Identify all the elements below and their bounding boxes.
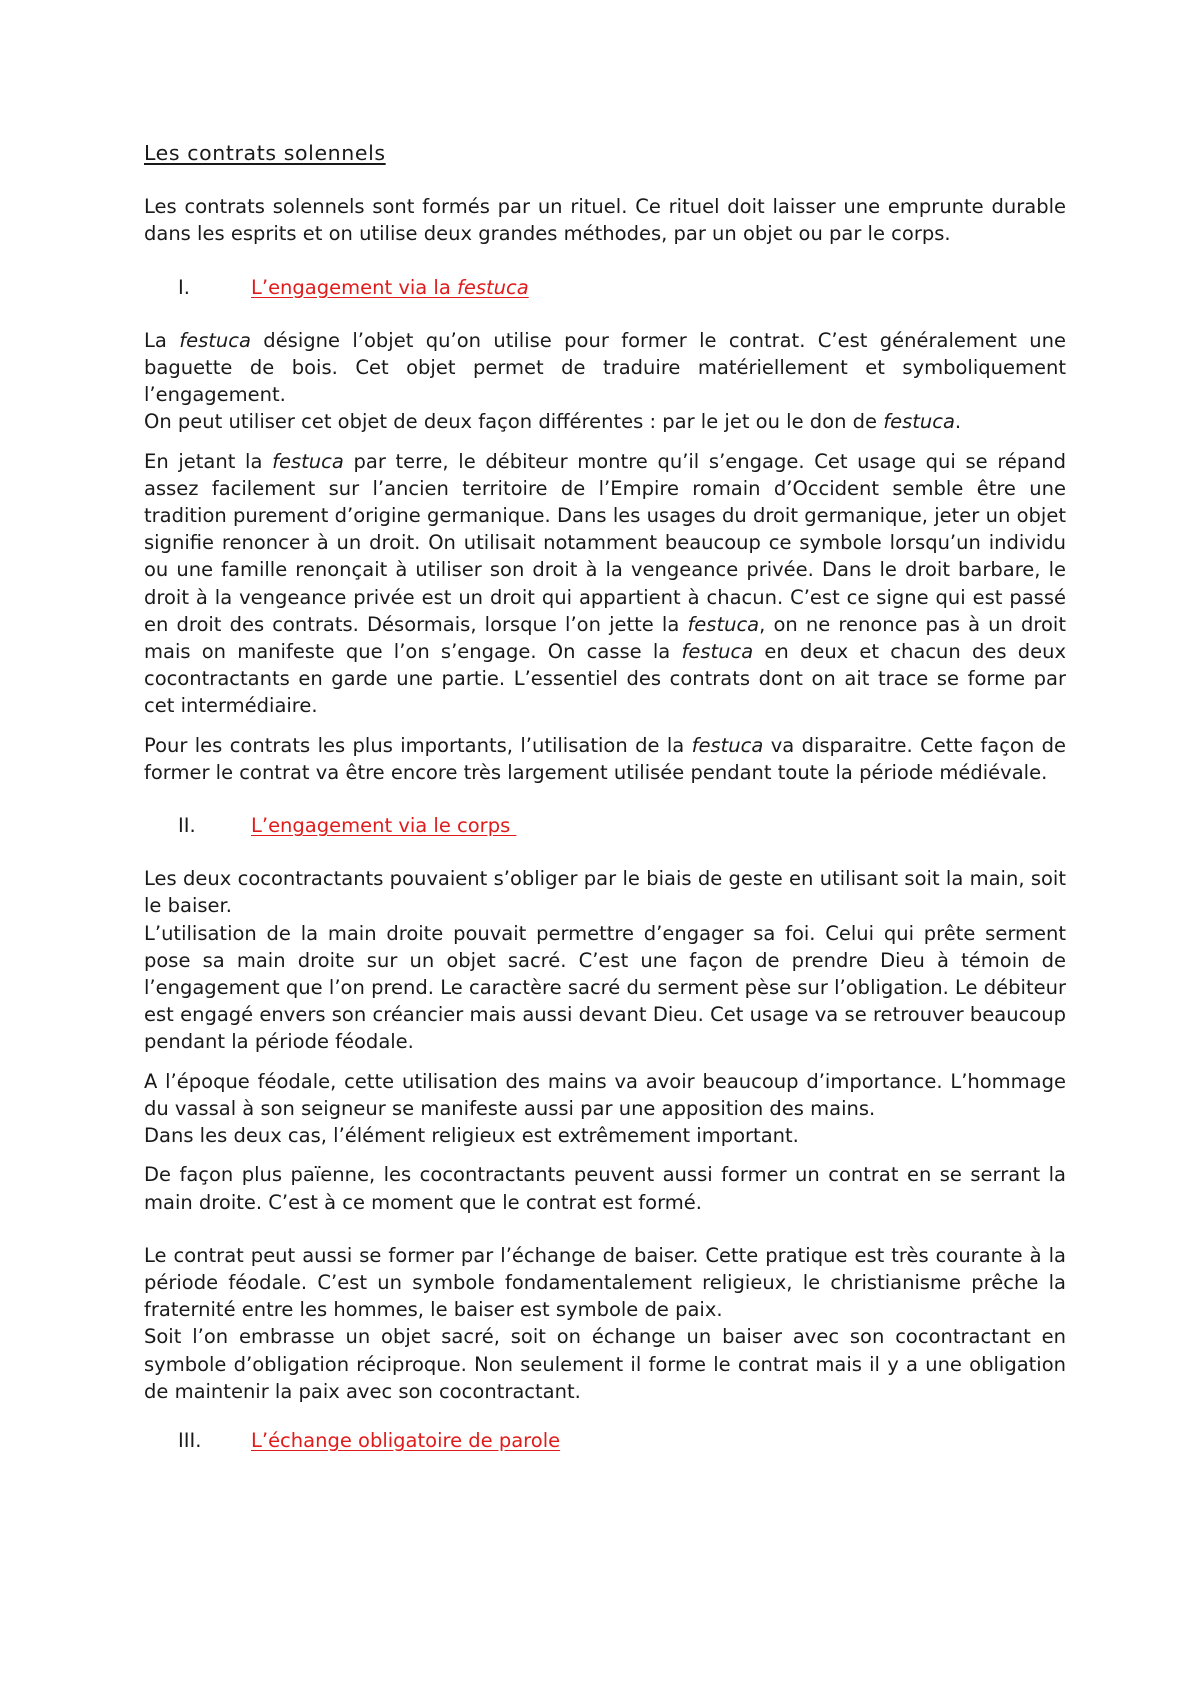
document-title: Les contrats solennels xyxy=(144,141,386,165)
section-2-paragraph-6: Le contrat peut aussi se former par l’échange de baiser. Cette pratique est très courante à la période féodale. C’est un symbole fondamentalement religieux, le christianisme prêche la fraternité entre les hommes, le baiser est symbole de paix. xyxy=(144,1243,1066,1322)
section-2-title: L’engagement via le corps xyxy=(251,814,517,838)
intro-paragraph: Les contrats solennels sont formés par un rituel. Ce rituel doit laisser une emprunte durable dans les esprits et on utilise deux grandes méthodes, par un objet ou par le corps. xyxy=(144,195,1066,246)
section-2-paragraph-4: Dans les deux cas, l’élément religieux est extrêmement important. xyxy=(144,1124,799,1148)
document-page xyxy=(144,140,1066,1480)
section-3-heading xyxy=(144,1427,1066,1454)
section-2-number: II. xyxy=(178,814,196,838)
section-1-title: L’engagement via la festuca xyxy=(251,275,529,299)
section-1-paragraph-3: Pour les contrats les plus importants, l’utilisation de la festuca va disparaitre. Cette façon de former le contrat va être encore très largement utilisée pendant toute la période médiévale. xyxy=(144,733,1066,784)
section-2-paragraph-5: De façon plus païenne, les cocontractants peuvent aussi former un contrat en se serrant la main droite. C’est à ce moment que le contrat est formé. xyxy=(144,1163,1066,1214)
section-1-number: I. xyxy=(178,275,190,299)
section-1-paragraph-1-line-2: On peut utiliser cet objet de deux façon différentes : par le jet ou le don de festuca. xyxy=(144,410,962,434)
section-2-paragraph-1: Les deux cocontractants pouvaient s’obliger par le biais de geste en utilisant soit la main, soit le baiser. xyxy=(144,867,1066,918)
section-1-heading xyxy=(144,274,1066,301)
section-2-paragraph-7: Soit l’on embrasse un objet sacré, soit on échange un baiser avec son cocontractant en symbole d’obligation réciproque. Non seulement il forme le contrat mais il y a une obligation de maintenir la paix avec son cocontractant. xyxy=(144,1325,1066,1403)
section-2-paragraph-3: A l’époque féodale, cette utilisation des mains va avoir beaucoup d’importance. L’hommage du vassal à son seigneur se manifeste aussi par une apposition des mains. xyxy=(144,1069,1066,1120)
section-2-heading xyxy=(144,812,1066,839)
section-1-paragraph-2: En jetant la festuca par terre, le débiteur montre qu’il s’engage. Cet usage qui se répand assez facilement sur l’ancien territoire de l’Empire romain d’Occident semble être une tradition purement d’origine germanique. Dans les usages du droit germanique, jeter un objet signifie renoncer à un droit. On utilisait notamment beaucoup ce symbole lorsqu’un individu ou une famille renonçait à utiliser son droit à la vengeance privée. Dans le droit barbare, le droit à la vengeance privée est un droit qui appartient à chacun. C’est ce signe qui est passé en droit des contrats. Désormais, lorsque l’on jette la festuca, on ne renonce pas à un droit mais on manifeste que l’on s’engage. On casse la festuca en deux et chacun des deux cocontractants en garde une partie. L’essentiel des contrats dont on ait trace se forme par cet intermédiaire. xyxy=(144,449,1066,718)
section-3-number: III. xyxy=(178,1428,202,1452)
section-3-title: L’échange obligatoire de parole xyxy=(251,1428,561,1452)
section-2-paragraph-2: L’utilisation de la main droite pouvait permettre d’engager sa foi. Celui qui prête serment pose sa main droite sur un objet sacré. C’est une façon de prendre Dieu à témoin de l’engagement que l’on prend. Le caractère sacré du serment pèse sur l’obligation. Le débiteur est engagé envers son créancier mais aussi devant Dieu. Cet usage va se retrouver beaucoup pendant la période féodale. xyxy=(144,921,1066,1054)
section-1-paragraph-1: La festuca désigne l’objet qu’on utilise pour former le contrat. C’est généralement une baguette de bois. Cet objet permet de traduire matériellement et symboliquement l’engagement. xyxy=(144,328,1067,407)
